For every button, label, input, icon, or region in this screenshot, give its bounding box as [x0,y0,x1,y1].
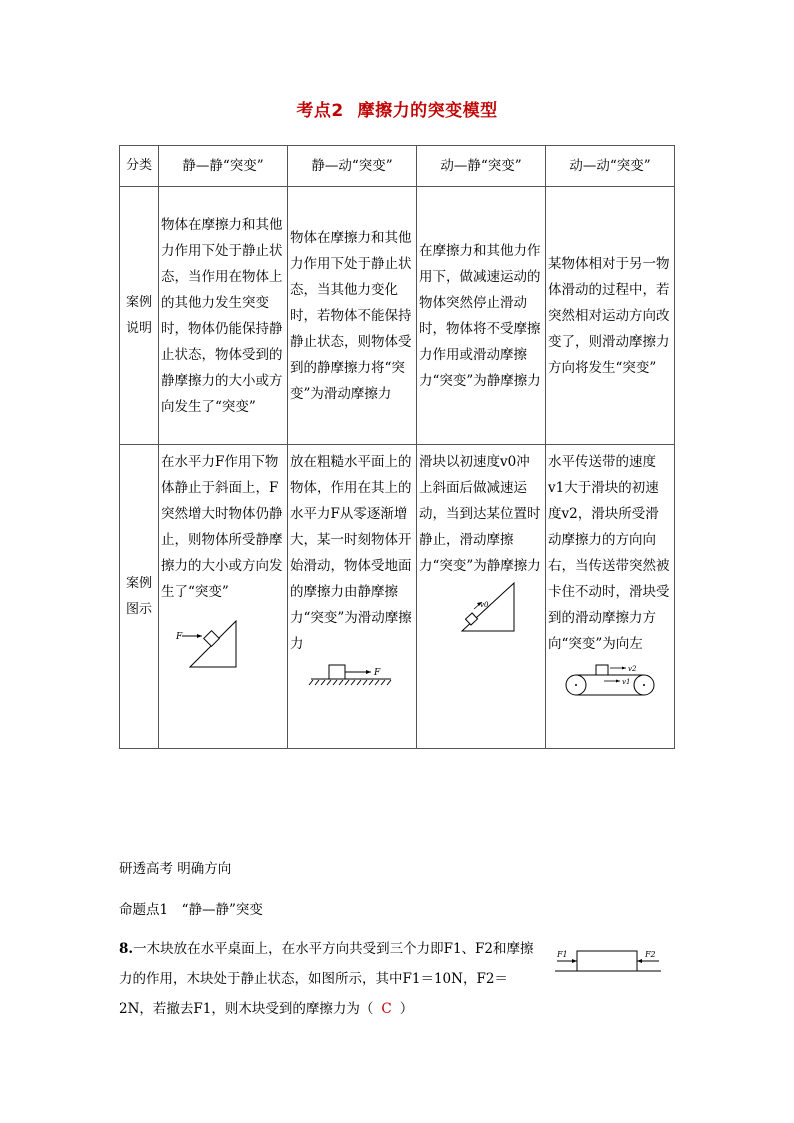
table-cell: 物体在摩擦力和其他力作用下处于静止状态，当其他力变化时，若物体不能保持静止状态，则物体受到的静摩擦力将“突变”为滑动摩擦力 [288,187,417,445]
row-label: 案例 图示 [120,445,159,749]
velocity-label-v1: v1 [622,678,631,686]
proposition-heading: 命题点1 “静—静”突变 [119,902,263,918]
force-label-F1: F1 [557,950,568,959]
title-text: 摩擦力的突变模型 [357,101,498,121]
force-label-F: F [176,632,183,642]
incline-force-figure [178,605,268,673]
row-label: 案例 说明 [120,187,159,445]
answer-choice: C [381,1001,392,1017]
header-cell: 分类 [120,146,159,187]
title-label: 考点2 [296,101,344,121]
table-cell [159,445,288,749]
incline-slide-figure [436,579,526,637]
horizontal-pull-figure [297,657,407,697]
table-cell [417,445,546,749]
cell-text: 在水平力F作用下物体静止于斜面上，F突然增大时物体仍静止，则物体所受静摩擦力的大小或方向发生了“突变” [161,454,283,600]
question-8 [119,934,539,1024]
page-title [0,96,794,121]
block-forces-figure [553,943,663,979]
table-row [120,445,675,749]
cell-text: 放在粗糙水平面上的物体，作用在其上的水平力F从零逐渐增大，某一时刻物体开始滑动，物体受地面的摩擦力由静摩擦力“突变”为滑动摩擦力 [290,454,412,652]
question-number: 8. [119,941,134,957]
table-cell: 物体在摩擦力和其他力作用下处于静止状态，当作用在物体上的其他力发生突变时，物体仍能保持静止状态，物体受到的静摩擦力的大小或方向发生了“突变” [159,187,288,445]
cell-text: 滑块以初速度v0冲上斜面后做减速运动，当到达某位置时静止，滑动摩擦力“突变”为静摩擦力 [419,454,541,574]
question-text-end: ） [399,1001,414,1017]
table-cell: 在摩擦力和其他力作用下，做减速运动的物体突然停止滑动时，物体将不受摩擦力作用或滑动摩擦力“突变”为静摩擦力 [417,187,546,445]
velocity-label-v2: v2 [628,665,637,673]
header-cell: 静—静“突变” [159,146,288,187]
table-header-row [120,146,675,187]
force-label-F2: F2 [645,950,656,959]
table-cell [288,445,417,749]
table-cell: 某物体相对于另一物体滑动的过程中，若突然相对运动方向改变了，则滑动摩擦力方向将发生“突变” [546,187,675,445]
velocity-label-v0: v0 [480,601,489,609]
header-cell: 动—动“突变” [546,146,675,187]
header-cell: 静—动“突变” [288,146,417,187]
table-row [120,187,675,445]
section-heading: 研透高考 明确方向 [119,861,232,877]
header-cell: 动—静“突变” [417,146,546,187]
table-cell [546,445,675,749]
force-label-F: F [374,668,381,678]
conveyor-belt-figure [560,657,660,697]
friction-mutation-table [119,145,675,749]
question-text: 一木块放在水平桌面上，在水平方向共受到三个力即F1、F2和摩擦力的作用，木块处于静止状态，如图所示，其中F1＝10N，F2＝2N，若撤去F1，则木块受到的摩擦力为（ [119,941,534,1017]
cell-text: 水平传送带的速度v1大于滑块的初速度v2，滑块所受滑动摩擦力的方向向右，当传送带突然被卡住不动时，滑块受到的滑动摩擦力方向“突变”为向左 [548,454,670,652]
